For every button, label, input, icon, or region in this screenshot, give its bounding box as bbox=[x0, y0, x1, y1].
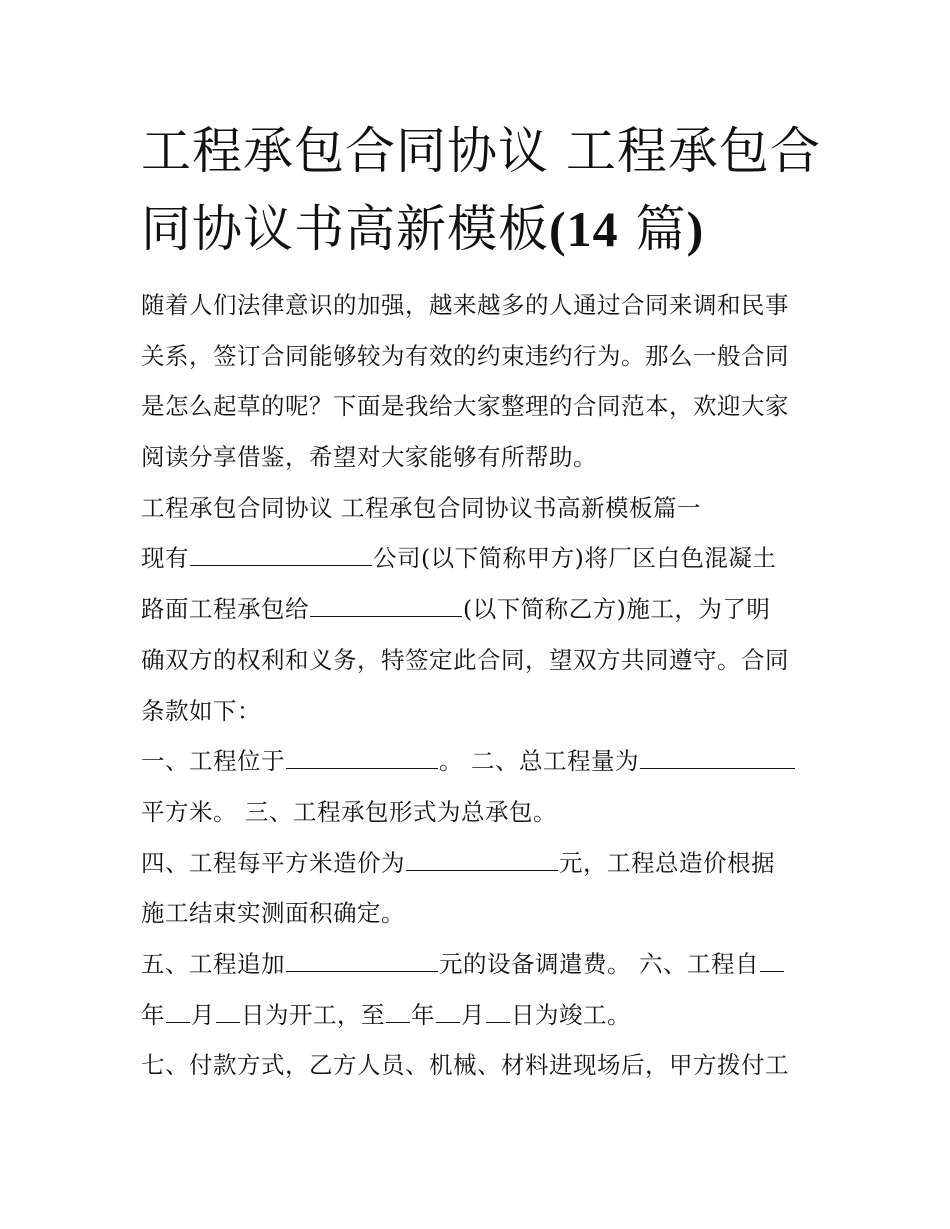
clause-text: 五、工程追加 bbox=[141, 949, 285, 978]
clause-line bbox=[141, 838, 831, 889]
clause-text: 路面工程承包给 bbox=[141, 595, 309, 624]
contractor-blank bbox=[310, 594, 462, 617]
quantity-blank bbox=[640, 746, 795, 769]
clause-line: 施工结束实测面积确定。 bbox=[141, 899, 405, 928]
title-paren-open: ( bbox=[549, 201, 567, 257]
end-year-blank bbox=[386, 1000, 410, 1023]
title-part2: 同协议书高新模板 bbox=[141, 200, 549, 258]
clause-line bbox=[141, 990, 831, 1041]
clause-text: 日为竣工。 bbox=[511, 1000, 631, 1029]
intro-line: 是怎么起草的呢？下面是我给大家整理的合同范本，欢迎大家 bbox=[141, 392, 789, 421]
clause-line bbox=[141, 533, 831, 584]
start-day-blank bbox=[216, 1000, 240, 1023]
clause-text: 四、工程每平方米造价为 bbox=[141, 848, 405, 877]
company-blank bbox=[190, 543, 372, 566]
title-count: 14 bbox=[566, 201, 619, 257]
clause-text: 月 bbox=[191, 1000, 215, 1029]
clause-text: 。 二、总工程量为 bbox=[439, 747, 639, 776]
intro-line: 关系，签订合同能够较为有效的约束违约行为。那么一般合同 bbox=[141, 341, 789, 370]
document-body bbox=[141, 280, 831, 1091]
start-month-blank bbox=[166, 1000, 190, 1023]
clause-text: 日为开工，至 bbox=[241, 1000, 385, 1029]
start-year-blank bbox=[760, 949, 784, 972]
title-part1: 工程承包合同协议 工程承包合 bbox=[141, 122, 821, 180]
document-title bbox=[141, 112, 821, 268]
clause-text: (以下简称乙方)施工，为了明 bbox=[463, 595, 771, 624]
clause-text: 年 bbox=[141, 1000, 165, 1029]
clause-text: 元的设备调遣费。 六、工程自 bbox=[439, 949, 759, 978]
title-paren-close: ) bbox=[686, 201, 705, 257]
clause-text: 元，工程总造价根据 bbox=[559, 848, 775, 877]
fee-blank bbox=[286, 949, 438, 972]
location-blank bbox=[286, 746, 438, 769]
clause-text: 月 bbox=[461, 1000, 485, 1029]
clause-line: 七、付款方式，乙方人员、机械、材料进现场后，甲方拨付工 bbox=[141, 1051, 789, 1080]
unit-price-blank bbox=[406, 848, 558, 871]
intro-line: 阅读分享借鉴，希望对大家能够有所帮助。 bbox=[141, 443, 597, 472]
clause-line: 确双方的权利和义务，特签定此合同，望双方共同遵守。合同 bbox=[141, 645, 789, 674]
section-heading: 工程承包合同协议 工程承包合同协议书高新模板篇一 bbox=[141, 493, 701, 522]
clause-text: 现有 bbox=[141, 544, 189, 573]
clause-text: 公司(以下简称甲方)将厂区白色混凝土 bbox=[373, 544, 777, 573]
clause-line bbox=[141, 736, 831, 787]
clause-line: 平方米。 三、工程承包形式为总承包。 bbox=[141, 797, 557, 826]
clause-text: 年 bbox=[411, 1000, 435, 1029]
end-day-blank bbox=[486, 1000, 510, 1023]
title-unit: 篇 bbox=[618, 200, 687, 258]
end-month-blank bbox=[436, 1000, 460, 1023]
clause-line bbox=[141, 584, 831, 635]
clause-text: 一、工程位于 bbox=[141, 747, 285, 776]
intro-line: 随着人们法律意识的加强，越来越多的人通过合同来调和民事 bbox=[141, 291, 789, 319]
clause-line bbox=[141, 939, 831, 990]
clause-line: 条款如下： bbox=[141, 696, 261, 725]
